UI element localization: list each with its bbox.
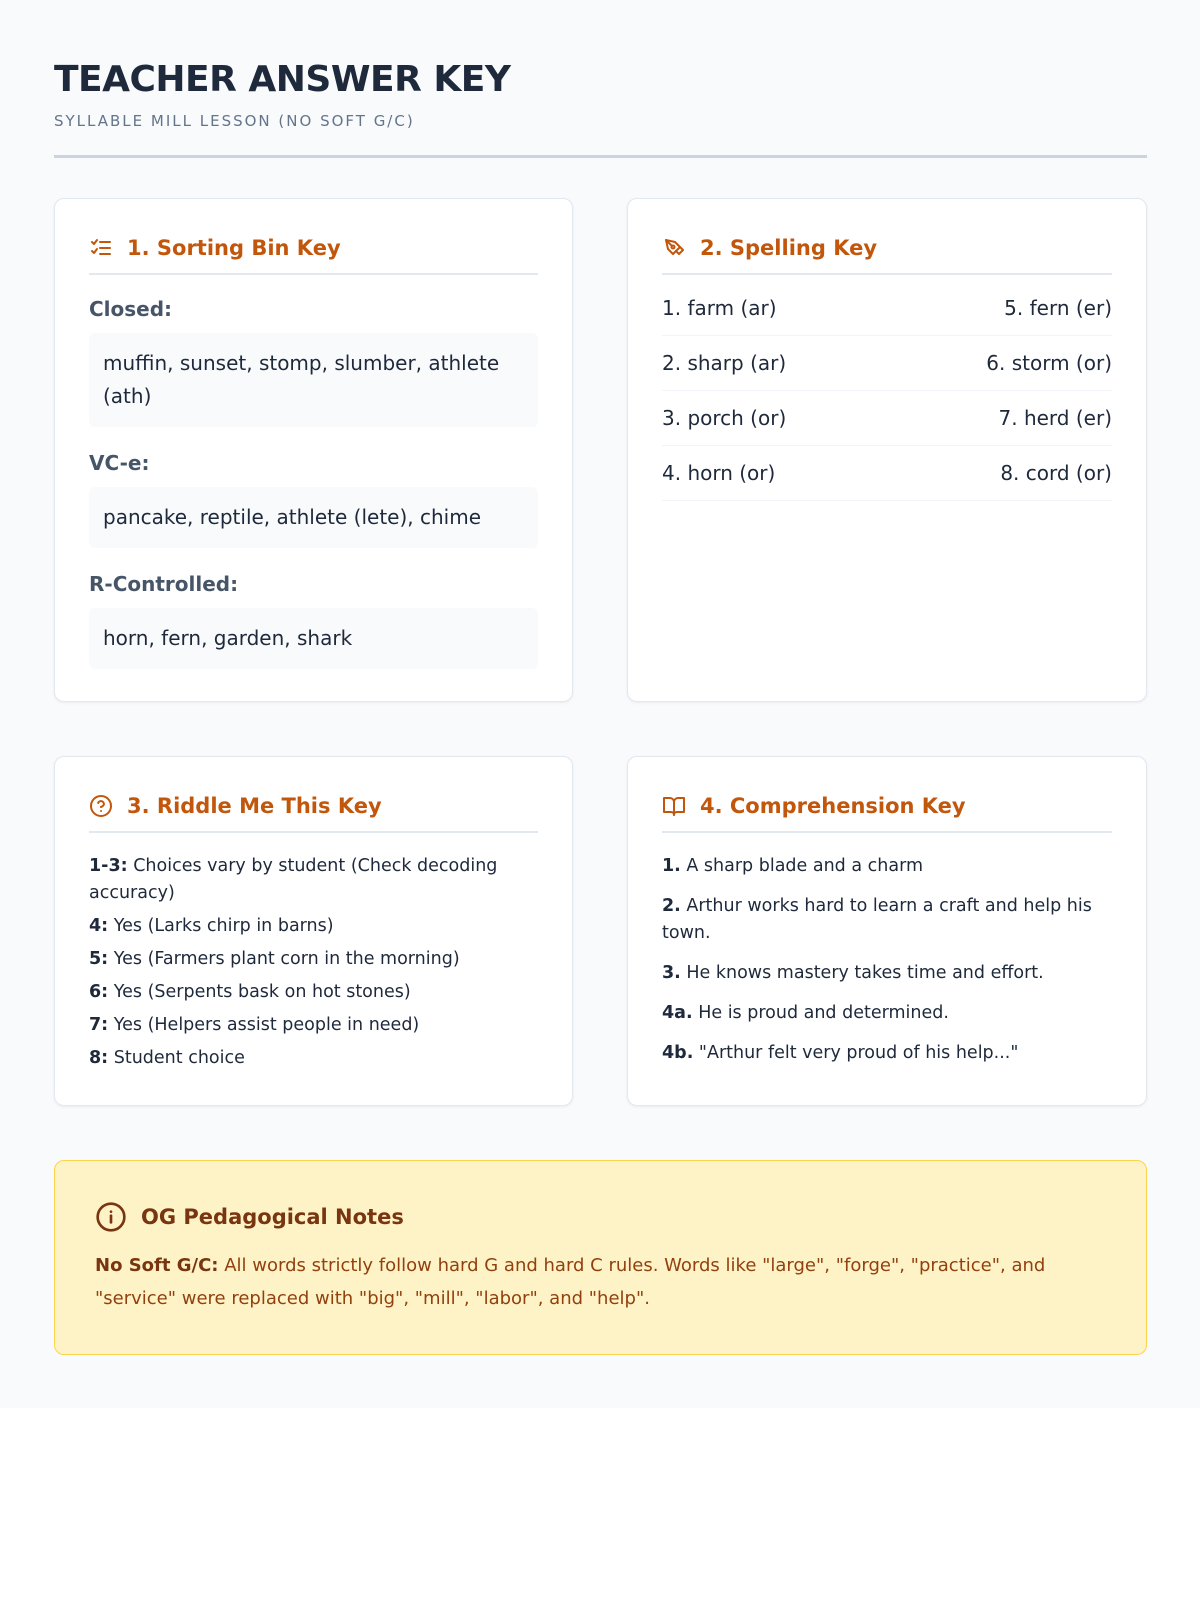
notes-text: All words strictly follow hard G and hard C rules. Words like "large", "forge", "practice", and "service" were replaced with "big", "mill", "labor", and "help". (95, 1255, 1046, 1309)
item-key: 7: (89, 1015, 109, 1035)
r-controlled-words: horn, fern, garden, shark (89, 608, 538, 669)
spelling-word: 1. farm (ar) (662, 296, 777, 320)
list-item (89, 979, 538, 1006)
sorting-bin-card (54, 198, 573, 702)
pen-icon (662, 236, 686, 260)
spelling-word: 3. porch (or) (662, 406, 787, 430)
spelling-word: 4. horn (or) (662, 461, 776, 485)
list-item (662, 960, 1112, 987)
item-text: Yes (Farmers plant corn in the morning) (108, 949, 460, 969)
item-text: He is proud and determined. (692, 1003, 949, 1023)
riddle-list (89, 853, 538, 1072)
item-text: Yes (Serpents bask on hot stones) (108, 982, 411, 1002)
closed-words: muffin, sunset, stomp, slumber, athlete (ath) (89, 333, 538, 427)
info-circle-icon (95, 1201, 127, 1233)
spelling-word: 5. fern (er) (1004, 296, 1112, 320)
item-key: 3. (662, 963, 681, 983)
item-key: 4b. (662, 1043, 694, 1063)
list-item (89, 853, 538, 907)
item-text: Yes (Helpers assist people in need) (108, 1015, 420, 1035)
spelling-card (627, 198, 1147, 702)
page-subtitle: SYLLABLE MILL LESSON (NO SOFT G/C) (54, 112, 415, 130)
item-key: 2. (662, 896, 681, 916)
item-key: 8: (89, 1048, 109, 1068)
item-key: 6: (89, 982, 109, 1002)
list-item (89, 913, 538, 940)
pedagogical-notes (54, 1160, 1147, 1355)
spelling-list (662, 281, 1112, 501)
comprehension-list (662, 853, 1112, 1067)
item-key: 5: (89, 949, 109, 969)
item-text: Student choice (108, 1048, 245, 1068)
item-text: Choices vary by student (Check decoding accuracy) (89, 856, 498, 903)
riddle-card-title: 3. Riddle Me This Key (127, 794, 382, 818)
item-text: Yes (Larks chirp in barns) (108, 916, 334, 936)
spelling-row (662, 281, 1112, 336)
spelling-card-title: 2. Spelling Key (700, 236, 878, 260)
comprehension-card-title: 4. Comprehension Key (700, 794, 966, 818)
spelling-word: 7. herd (er) (998, 406, 1112, 430)
item-text: "Arthur felt very proud of his help..." (693, 1043, 1019, 1063)
checklist-icon (89, 236, 113, 260)
list-item (89, 946, 538, 973)
sorting-card-title: 1. Sorting Bin Key (127, 236, 341, 260)
notes-title: OG Pedagogical Notes (141, 1205, 404, 1229)
vce-words: pancake, reptile, athlete (lete), chime (89, 487, 538, 548)
notes-lead: No Soft G/C: (95, 1255, 219, 1276)
spelling-word: 2. sharp (ar) (662, 351, 787, 375)
list-item (89, 1045, 538, 1072)
list-item (662, 893, 1112, 947)
item-key: 4a. (662, 1003, 693, 1023)
item-key: 1. (662, 856, 681, 876)
vce-label: VC-e: (89, 451, 150, 475)
notes-body (95, 1249, 1106, 1315)
list-item (662, 1040, 1112, 1067)
riddle-card (54, 756, 573, 1106)
item-key: 4: (89, 916, 109, 936)
open-book-icon (662, 794, 686, 818)
page-header (54, 58, 1147, 158)
r-controlled-label: R-Controlled: (89, 572, 239, 596)
list-item (89, 1012, 538, 1039)
comprehension-card (627, 756, 1147, 1106)
closed-label: Closed: (89, 297, 173, 321)
page-title: TEACHER ANSWER KEY (54, 59, 511, 100)
question-circle-icon (89, 794, 113, 818)
item-text: Arthur works hard to learn a craft and help his town. (662, 896, 1092, 943)
spelling-row (662, 446, 1112, 501)
spelling-row (662, 391, 1112, 446)
item-text: He knows mastery takes time and effort. (680, 963, 1044, 983)
list-item (662, 853, 1112, 880)
spelling-word: 8. cord (or) (1000, 461, 1112, 485)
item-key: 1-3: (89, 856, 128, 876)
spelling-word: 6. storm (or) (986, 351, 1112, 375)
list-item (662, 1000, 1112, 1027)
spelling-row (662, 336, 1112, 391)
item-text: A sharp blade and a charm (680, 856, 923, 876)
